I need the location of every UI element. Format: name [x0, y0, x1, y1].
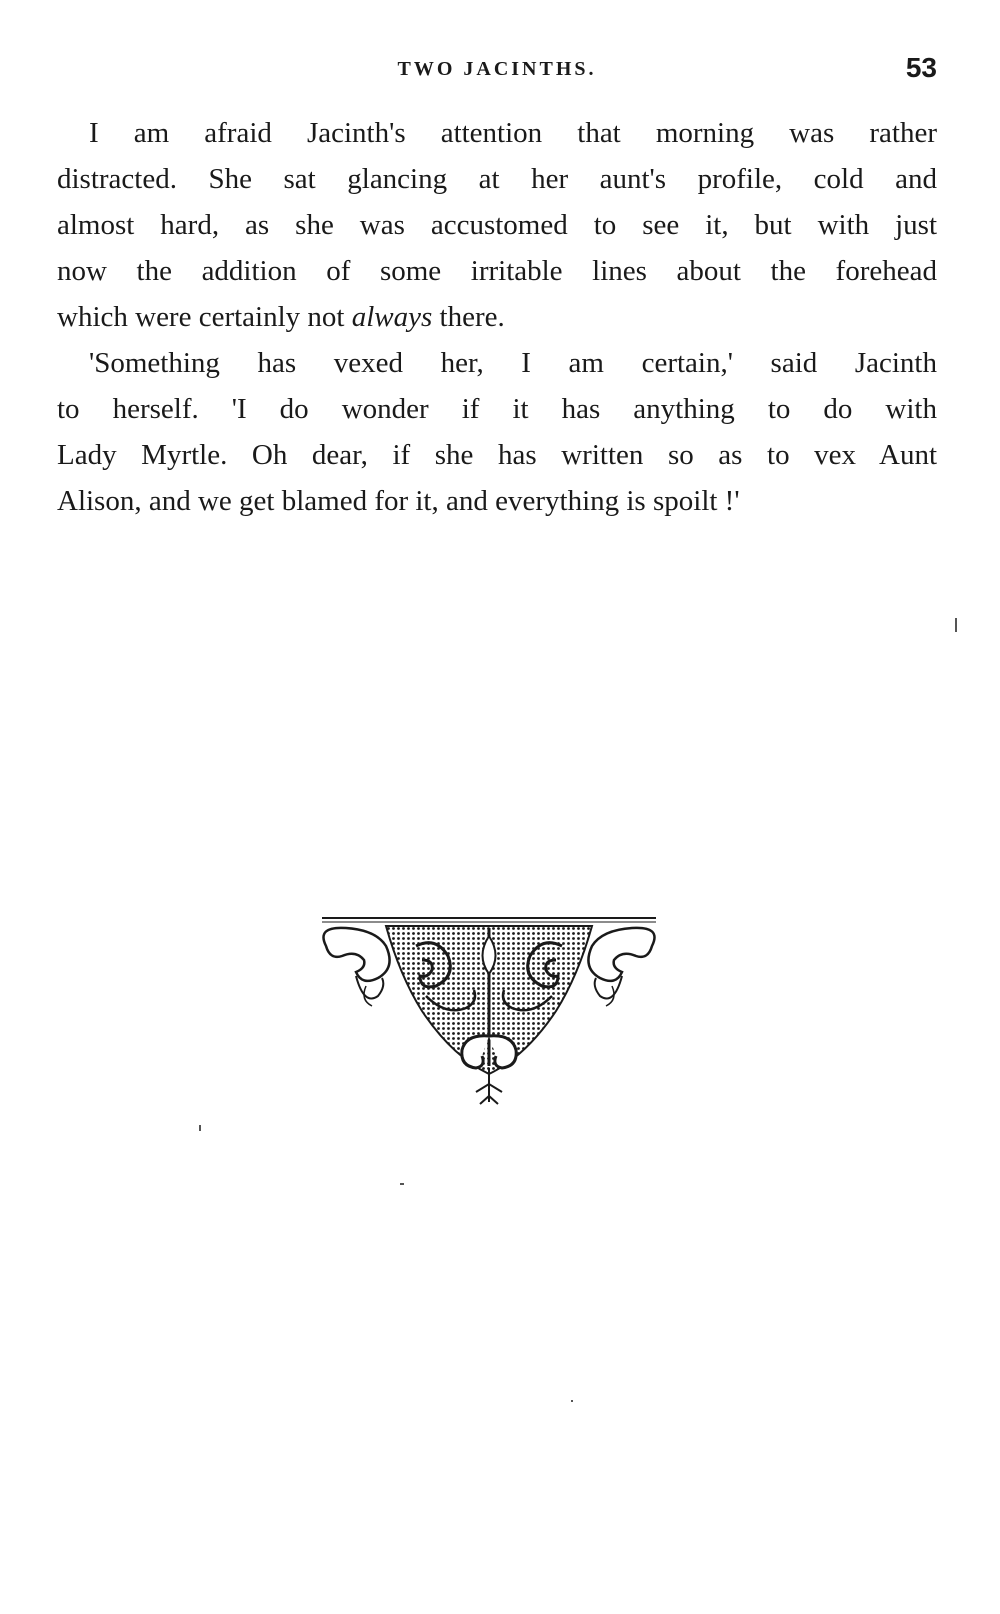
text-line: now the addition of some irritable lines about the forehead — [57, 255, 937, 287]
body-text — [57, 110, 937, 524]
text-line: Alison, and we get blamed for it, and everything is spoilt !' — [57, 485, 740, 517]
italic-word: always — [351, 301, 433, 333]
print-speck — [400, 1183, 404, 1185]
print-speck — [199, 1125, 201, 1131]
text-line: to herself. 'I do wonder if it has anything to do with — [57, 393, 937, 425]
page-number: 53 — [905, 52, 937, 83]
text-line — [57, 294, 937, 340]
text-run: there. — [432, 301, 505, 333]
text-line: 'Something has vexed her, I am certain,' said Jacinth — [89, 347, 937, 379]
tailpiece-ornament-icon — [316, 916, 662, 1116]
text-line: distracted. She sat glancing at her aunt's profile, cold and — [57, 163, 937, 195]
running-title: TWO JACINTHS. — [397, 58, 597, 80]
print-speck — [955, 618, 957, 632]
text-line: almost hard, as she was accustomed to see it, but with just — [57, 209, 937, 241]
print-speck — [571, 1400, 573, 1402]
text-line: Lady Myrtle. Oh dear, if she has written so as to vex Aunt — [57, 439, 937, 471]
text-run: which were certainly not — [57, 301, 352, 333]
text-line: I am afraid Jacinth's attention that morning was rather — [89, 117, 937, 149]
running-head — [57, 52, 937, 92]
